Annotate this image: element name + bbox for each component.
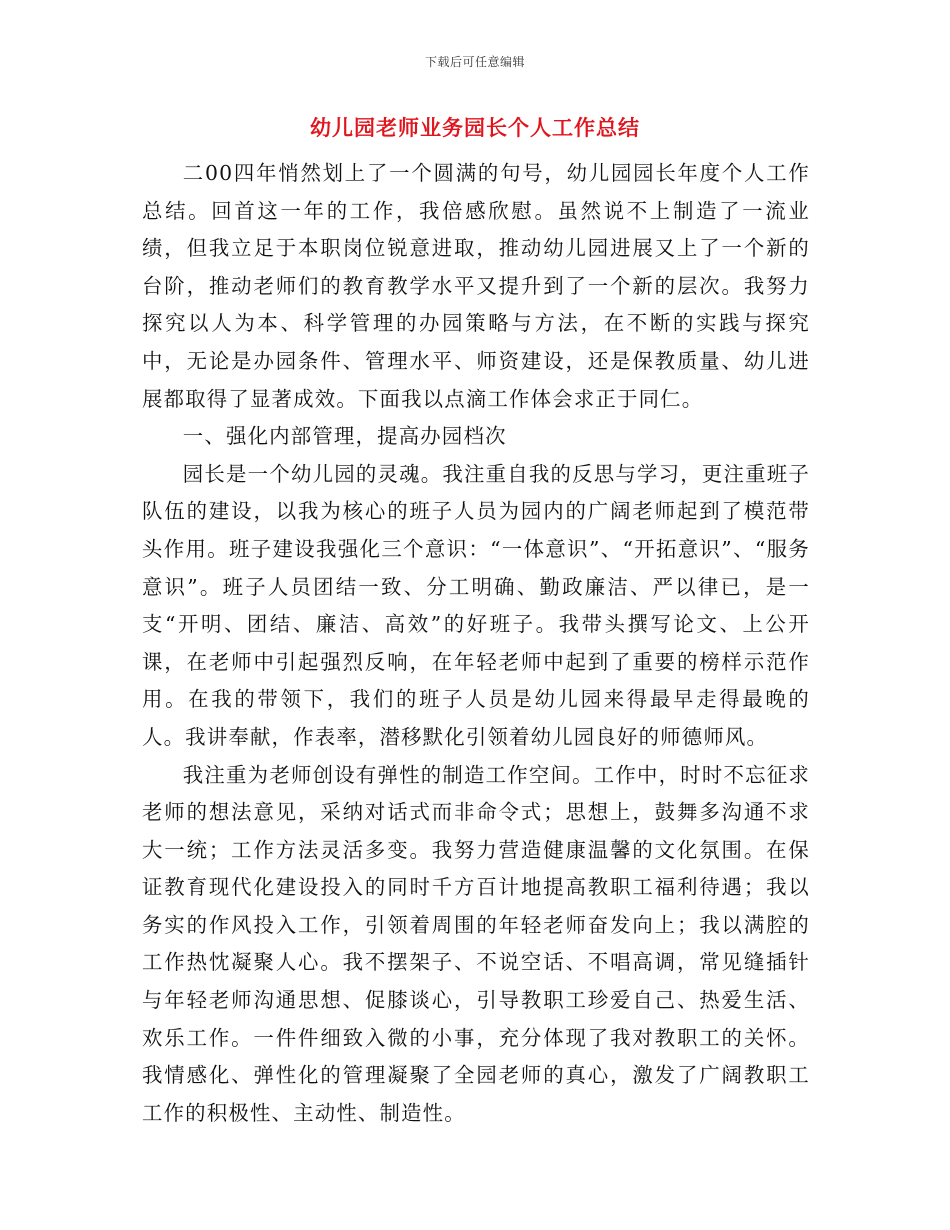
paragraph-leadership: 园长是一个幼儿园的灵魂。我注重自我的反思与学习，更注重班子队伍的建设，以我为核心的班子人员为园内的广阔老师起到了模范带头作用。班子建设我强化三个意识：“一体意识”、“开拓意识”、“服务意识”。班子人员团结一致、分工明确、勤政廉洁、严以律已，是一支“开明、团结、廉洁、高效”的好班子。我带头撰写论文、上公开课，在老师中引起强烈反响，在年轻老师中起到了重要的榜样示范作用。在我的带领下，我们的班子人员是幼儿园来得最早走得最晚的人。我讲奉献，作表率，潜移默化引领着幼儿园良好的师德师风。 (142, 461, 810, 749)
paragraph-intro: 二00四年悄然划上了一个圆满的句号，幼儿园园长年度个人工作总结。回首这一年的工作，我倍感欣慰。虽然说不上制造了一流业绩，但我立足于本职岗位锐意进取，推动幼儿园进展又上了一个新的台阶，推动老师们的教育教学水平又提升到了一个新的层次。我努力探究以人为本、科学管理的办园策略与方法，在不断的实践与探究中，无论是办园条件、管理水平、师资建设，还是保教质量、幼儿进展都取得了显著成效。下面我以点滴工作体会求正于同仁。 (142, 161, 810, 411)
document-title: 幼儿园老师业务园长个人工作总结 (310, 115, 640, 140)
document-body (142, 155, 810, 1132)
paragraph-work-space: 我注重为老师创设有弹性的制造工作空间。工作中，时时不忘征求老师的想法意见，采纳对话式而非命令式；思想上，鼓舞多沟通不求大一统；工作方法灵活多变。我努力营造健康温馨的文化氛围。在保证教育现代化建设投入的同时千方百计地提高教职工福利待遇；我以务实的作风投入工作，引领着周围的年轻老师奋发向上；我以满腔的工作热忱凝聚人心。我不摆架子、不说空话、不唱高调，常见缝插针与年轻老师沟通思想、促膝谈心，引导教职工珍爱自己、热爱生活、欢乐工作。一件件细致入微的小事，充分体现了我对教职工的关怀。我情感化、弹性化的管理凝聚了全园老师的真心，激发了广阔教职工工作的积极性、主动性、制造性。 (142, 762, 810, 1125)
header-note: 下载后可任意编辑 (424, 55, 525, 69)
section-heading: 一、强化内部管理，提高办园档次 (182, 424, 507, 449)
